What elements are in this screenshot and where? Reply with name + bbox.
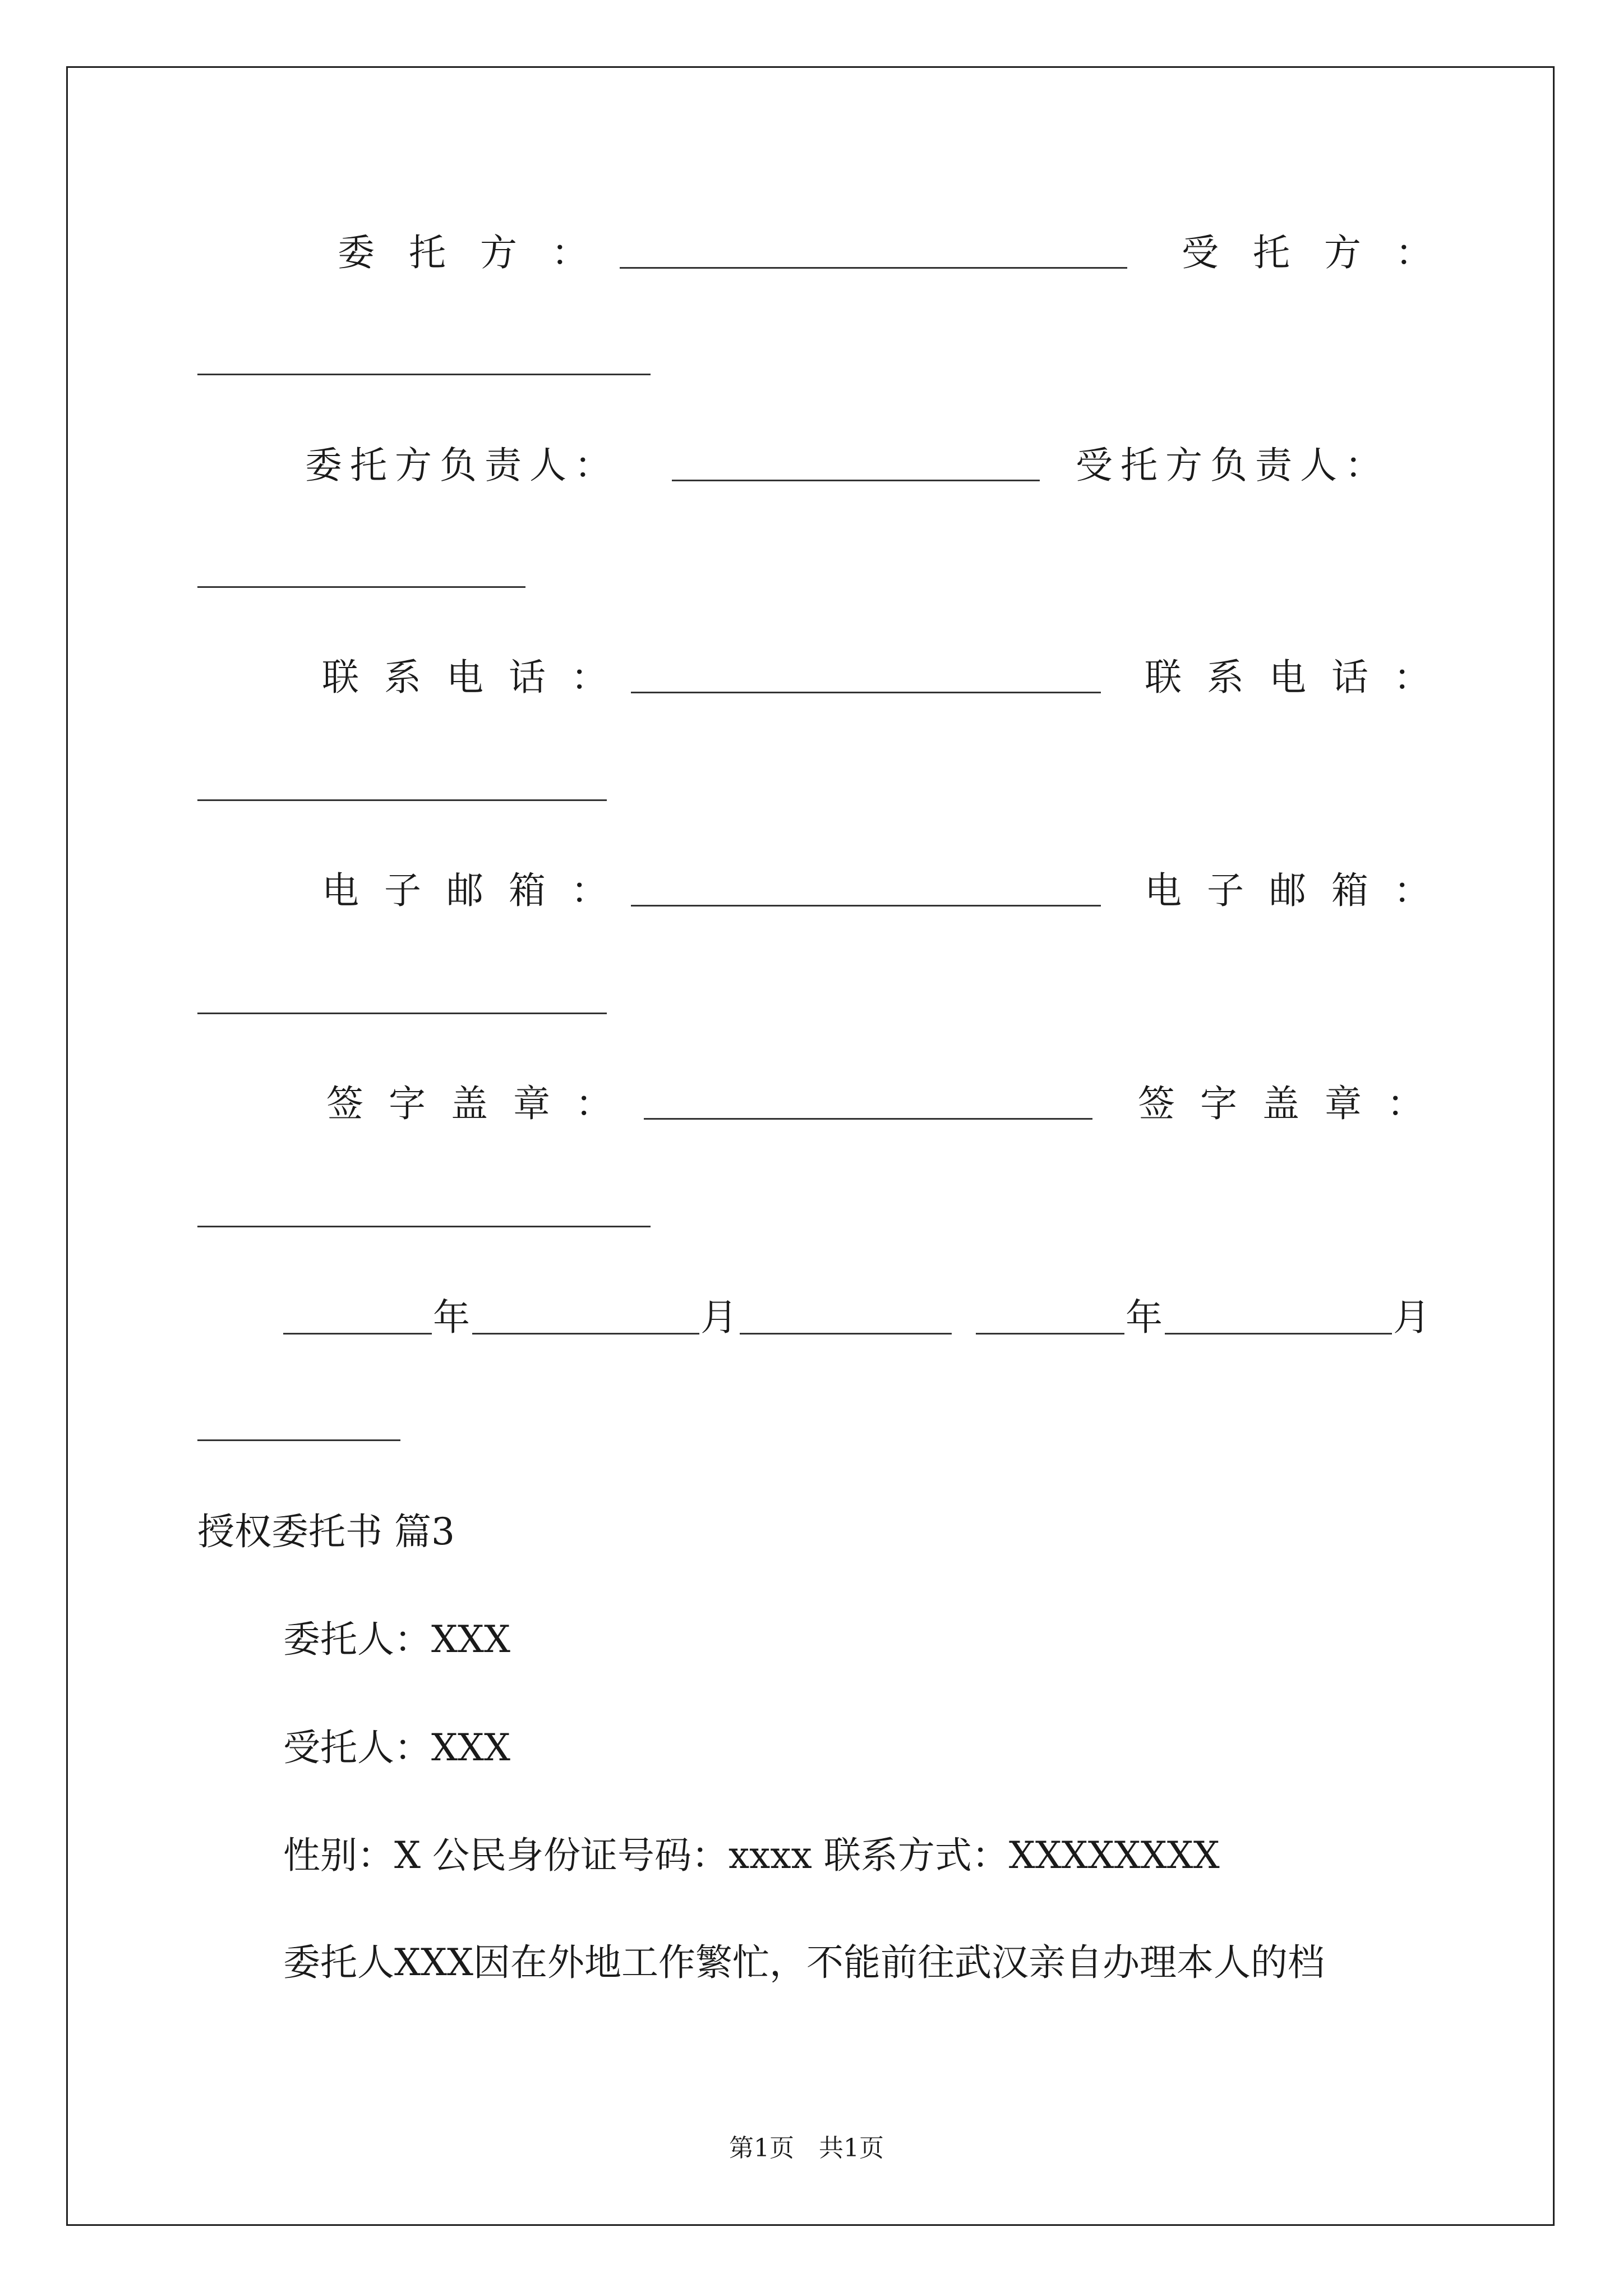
page-border [66, 66, 1555, 2226]
agent-line: 受托人：XXX [283, 1726, 510, 1769]
date-year2-blank [976, 1333, 1124, 1335]
date-day2-blank [197, 1439, 400, 1441]
agent-phone-blank [197, 799, 607, 801]
principal-seal-blank [644, 1118, 1092, 1120]
principal-email-blank [631, 905, 1101, 907]
details-line: 性别：X 公民身份证号码：xxxx 联系方式：XXXXXXXX [283, 1834, 1220, 1877]
date-year1-label: 年 [433, 1296, 470, 1339]
principal-label: 委 托 方 ： [338, 231, 588, 274]
date-month2-blank [1165, 1333, 1392, 1335]
page-number: 第1页 共1页 [729, 2134, 884, 2162]
principal-line: 委托人：XXX [283, 1618, 510, 1661]
agent-seal-blank [197, 1226, 651, 1227]
principal-manager-blank [672, 480, 1040, 481]
body-paragraph: 委托人XXX因在外地工作繁忙，不能前往武汉亲自办理本人的档 [283, 1941, 1325, 1984]
principal-seal-label: 签 字 盖 章 ： [326, 1082, 612, 1125]
date-month1-blank [472, 1333, 699, 1335]
date-day1-blank [740, 1333, 952, 1335]
principal-phone-label: 联 系 电 话 ： [322, 656, 608, 699]
agent-label: 受 托 方 ： [1182, 231, 1432, 274]
date-year2-label: 年 [1126, 1296, 1163, 1339]
agent-seal-label: 签 字 盖 章 ： [1138, 1082, 1424, 1125]
agent-manager-label: 受托方负责人： [1076, 444, 1390, 487]
principal-phone-blank [631, 692, 1101, 693]
section-heading: 授权委托书 篇3 [197, 1510, 455, 1553]
principal-blank [620, 267, 1127, 269]
principal-manager-label: 委托方负责人： [305, 444, 619, 487]
date-month2-label: 月 [1393, 1296, 1430, 1339]
agent-email-label: 电 子 邮 箱 ： [1145, 869, 1431, 912]
date-month1-label: 月 [700, 1296, 737, 1339]
date-year1-blank [283, 1333, 432, 1335]
agent-email-blank [197, 1013, 607, 1014]
agent-blank [197, 374, 651, 375]
agent-manager-blank [197, 586, 525, 588]
agent-phone-label: 联 系 电 话 ： [1145, 656, 1431, 699]
principal-email-label: 电 子 邮 箱 ： [322, 869, 608, 912]
